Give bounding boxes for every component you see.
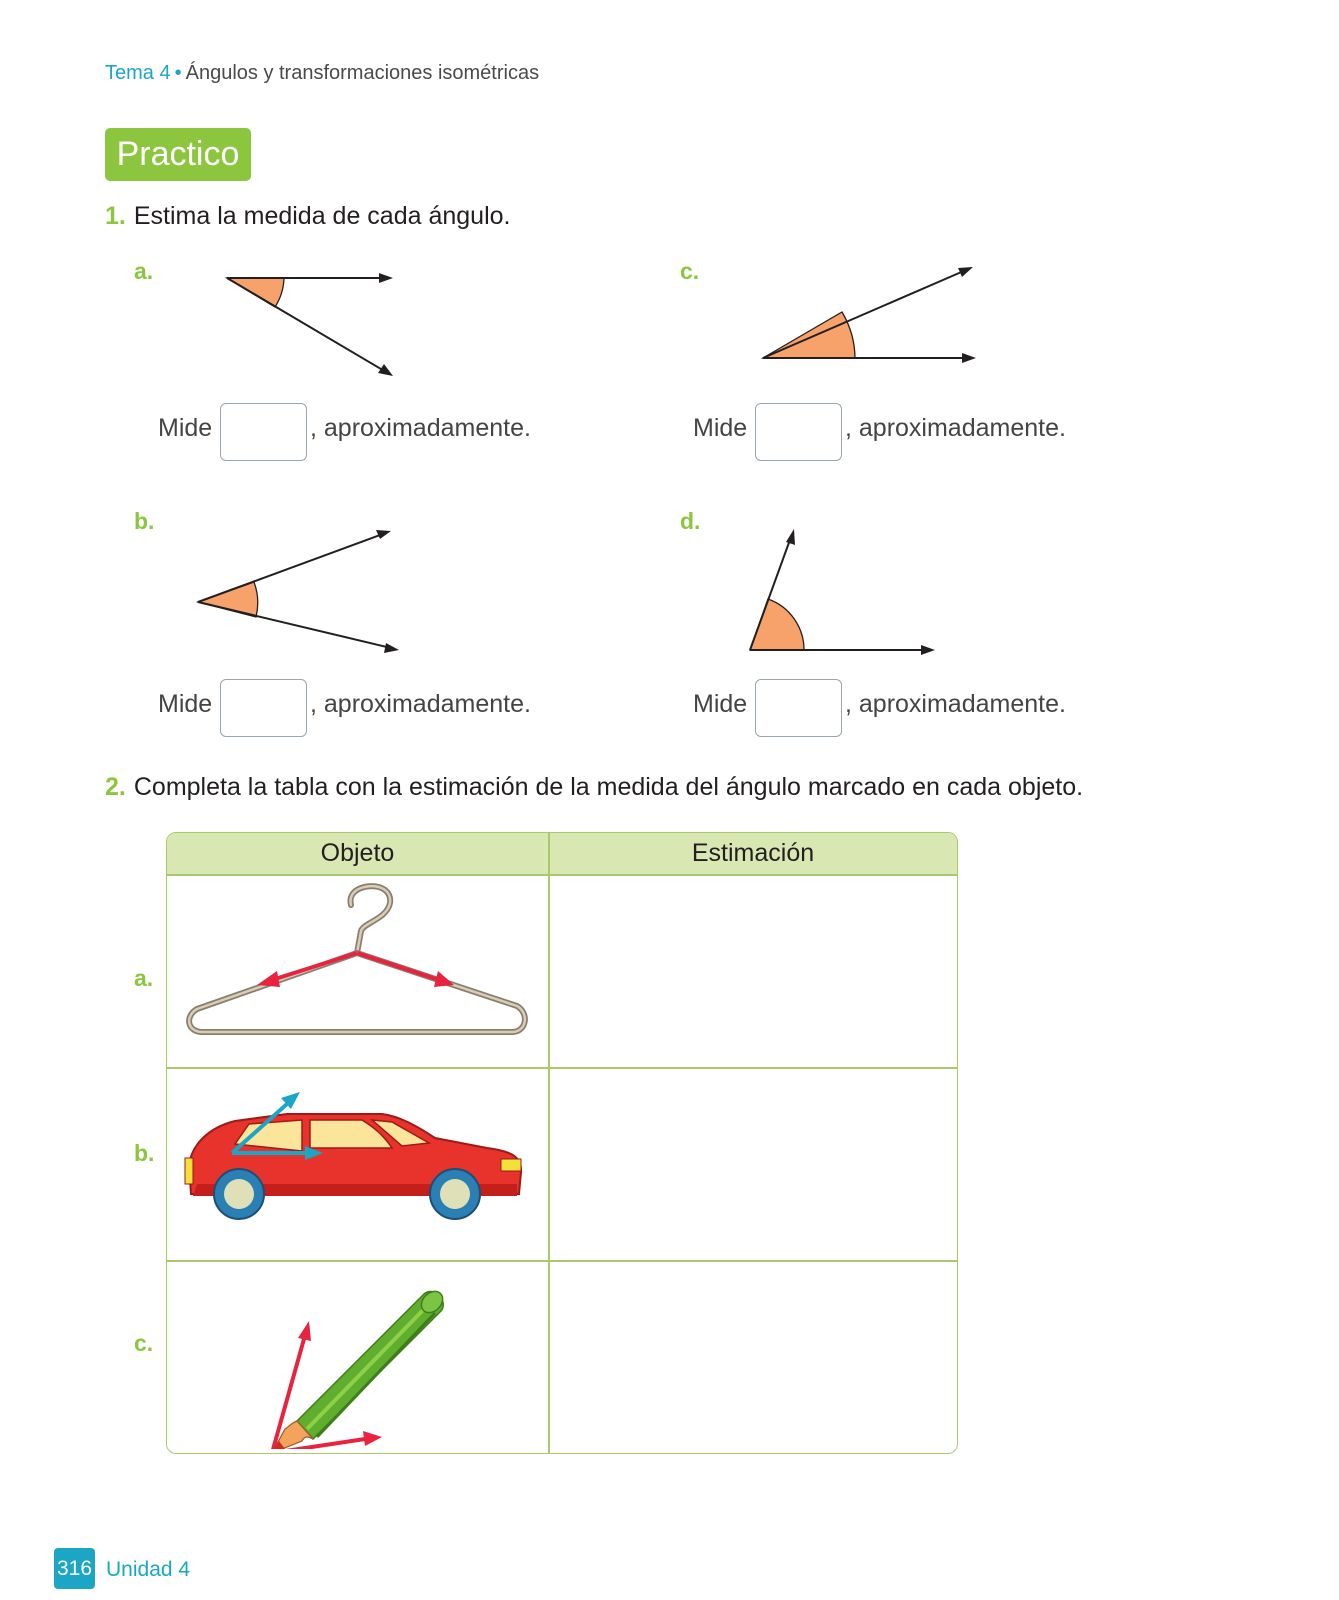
car-hubcap-front (224, 1179, 254, 1209)
section-badge: Practico (105, 128, 251, 181)
row-letter-a: a. (134, 965, 154, 991)
answer-box-d[interactable] (755, 679, 842, 737)
topic-label: Tema 4 (105, 62, 171, 84)
answer-box-c[interactable] (755, 403, 842, 461)
arrowhead-icon (379, 273, 393, 283)
red-arrowhead-icon (298, 1321, 311, 1341)
arrowhead-icon (376, 530, 391, 539)
red-arrowhead-icon (363, 1431, 382, 1446)
item-letter-c: c. (680, 258, 700, 284)
car-image (177, 1076, 539, 1256)
angle-c-ray-2 (763, 270, 966, 358)
header-estimacion: Estimación (549, 833, 957, 874)
item-letter-b: b. (134, 508, 155, 534)
suffix-label: , aproximadamente. (845, 414, 1066, 442)
exercise-text: Completa la tabla con la estimación de la medida del ángulo marcado en cada objeto. (133, 773, 1084, 801)
car-headlight (185, 1158, 193, 1184)
arrowhead-icon (384, 643, 399, 653)
red-arrowhead-icon (434, 971, 454, 987)
bullet-separator: • (174, 62, 182, 84)
hanger-hook (350, 886, 390, 953)
car-hubcap-rear (440, 1179, 470, 1209)
exercise-text: Estima la medida de cada ángulo. (133, 202, 511, 230)
angle-d-figure (740, 525, 950, 665)
answer-box-a[interactable] (220, 403, 307, 461)
pencil-image (177, 1269, 539, 1449)
page-number: 316 (54, 1548, 95, 1589)
estimation-table (166, 832, 958, 1454)
exercise-number: 2. (105, 773, 126, 801)
row-letter-c: c. (134, 1330, 154, 1356)
arrowhead-icon (958, 267, 973, 277)
mide-label: Mide (158, 414, 213, 442)
arrowhead-icon (962, 353, 976, 363)
mide-label: Mide (693, 414, 748, 442)
pencil-highlight (307, 1303, 430, 1429)
car-taillight (501, 1159, 521, 1171)
hanger-arrow-right (357, 953, 439, 980)
angle-d-arc (750, 599, 804, 650)
estimate-cell-a[interactable] (550, 876, 957, 1066)
header-objeto: Objeto (167, 833, 548, 874)
angle-b-ray-1 (198, 534, 383, 602)
suffix-label: , aproximadamente. (310, 690, 531, 718)
running-header (105, 62, 539, 85)
arrowhead-icon (786, 529, 795, 545)
topic-title: Ángulos y transformaciones isométricas (185, 62, 540, 84)
estimate-cell-c[interactable] (550, 1262, 957, 1452)
row-letter-b: b. (134, 1140, 155, 1166)
estimate-cell-b[interactable] (550, 1069, 957, 1259)
suffix-label: , aproximadamente. (845, 690, 1066, 718)
answer-box-b[interactable] (220, 679, 307, 737)
pencil-shadow (317, 1313, 435, 1437)
angle-a-ray-2 (227, 278, 386, 372)
arrowhead-icon (921, 645, 935, 655)
exercise-1-prompt (105, 202, 510, 231)
item-letter-a: a. (134, 258, 154, 284)
mide-label: Mide (693, 690, 748, 718)
item-letter-d: d. (680, 508, 701, 534)
hanger-image (177, 883, 539, 1063)
red-arrowhead-icon (257, 971, 280, 987)
exercise-2-prompt (105, 773, 1083, 802)
angle-b-ray-2 (198, 602, 391, 648)
exercise-number: 1. (105, 202, 126, 230)
unit-label: Unidad 4 (106, 1558, 191, 1581)
suffix-label: , aproximadamente. (310, 414, 531, 442)
arrowhead-icon (378, 364, 393, 376)
angle-b-figure (190, 525, 410, 655)
angle-c-figure (755, 258, 995, 368)
hanger-arrow-left (272, 953, 357, 980)
angle-a-figure (200, 255, 420, 385)
mide-label: Mide (158, 690, 213, 718)
